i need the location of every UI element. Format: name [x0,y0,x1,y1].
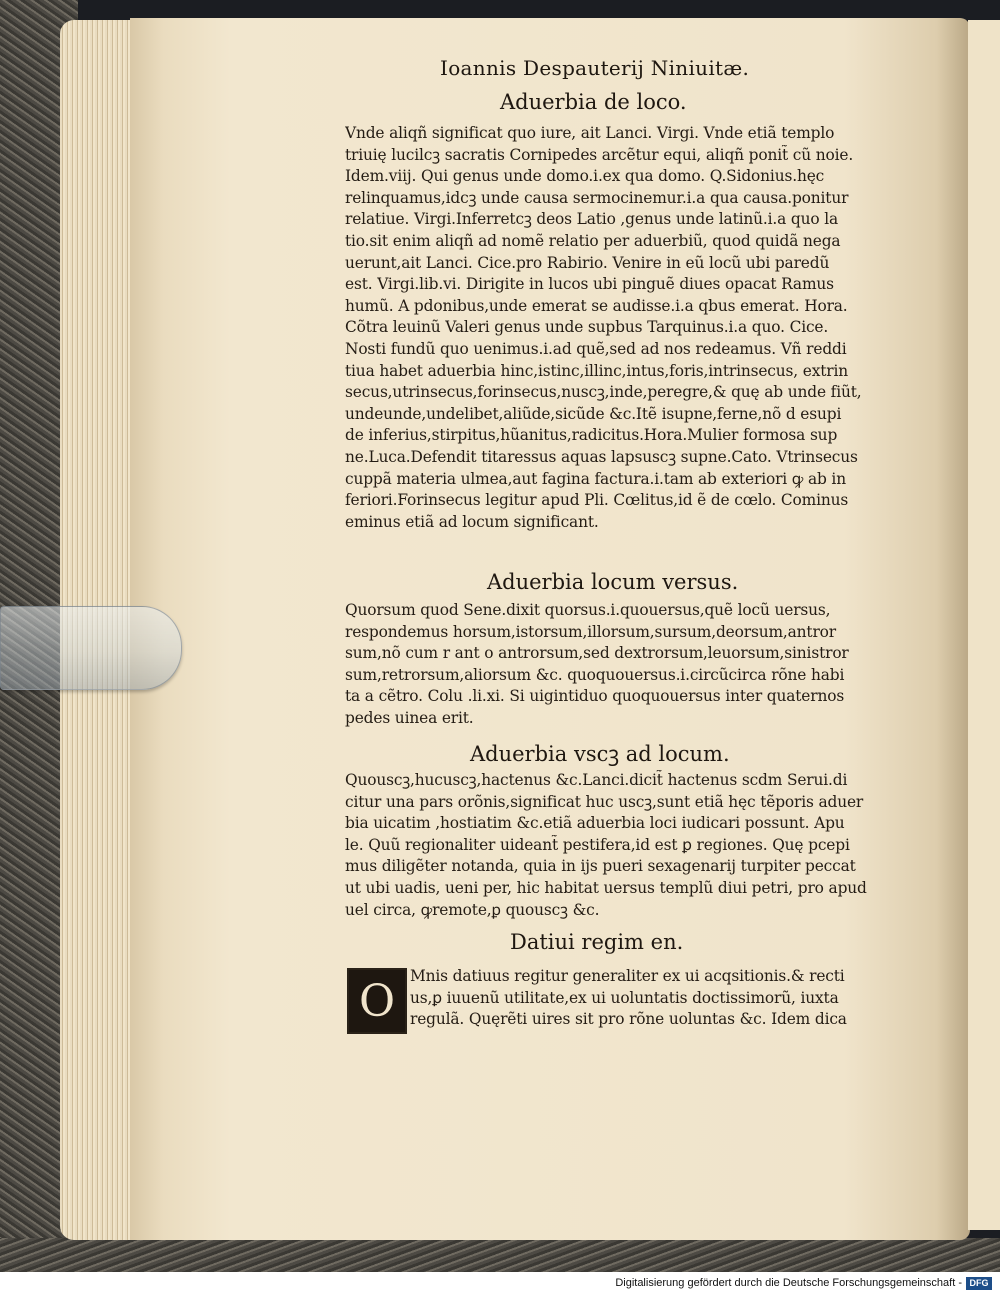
text-line: citur una pars orõnis,significat huc uscꝫ,sunt etiã hęc tẽporis aduer [345,792,864,811]
text-line: feriori.Forinsecus legitur apud Pli. Cœlitus,id ẽ de cœlo. Cominus [345,491,849,510]
text-line: eminus etiã ad locum significant. [345,512,599,531]
leather-binding-bottom [0,1238,1000,1272]
facing-page [968,20,1000,1230]
text-line: tio.sit enim aliqñ ad nomẽ relatio per aduerbiũ, quod quidã nega [345,231,841,250]
text-line: relinquamus,idcꝫ unde causa sermocinemur.i.a qua causa.ponitur [345,188,849,207]
text-line: uerunt,ait Lanci. Cice.pro Rabirio. Venire in eũ locũ ubi paredũ [345,253,830,272]
section-heading: Datiui regim en. [510,930,684,954]
text-line: bia uicatim ,hostiatim &c.etiã aduerbia loci iudicari possunt. Apu [345,814,845,833]
text-line: triuię lucilcꝫ sacratis Cornipedes arcẽtur equi, aliqñ ponit̃ cũ noie. [345,145,854,164]
text-line: ne.Luca.Defendit titaressus aquas lapsuscꝫ supne.Cato. Vtrinsecus [345,447,858,466]
text-line: mus diligẽter notanda, quia in ijs pueri sexagenarij turpiter peccat [345,857,856,876]
text-line: tiua habet aduerbia hinc,istinc,illinc,intus,foris,intrinsecus, extrin [345,361,849,380]
decorated-initial: O [347,968,407,1034]
text-line: Nosti fundũ quo uenimus.i.ad quẽ,sed ad nos redeamus. Vñ reddi [345,339,847,358]
text-line: Idem.viij. Qui genus unde domo.i.ex qua domo. Q.Sidonius.hęc [345,167,825,186]
text-line: us,ꝑ iuuenũ utilitate,ex ui uoluntatis doctissimorũ, iuxta [410,988,839,1007]
text-line: sum,retrorsum,aliorsum &c. quoquouersus.i.circũcirca rõne habi [345,665,845,684]
text-line: relatiue. Virgi.Inferretcꝫ deos Latio ,genus unde latinũ.i.a quo la [345,210,839,229]
section-heading: Aduerbia de loco. [500,90,687,114]
section-body [345,123,941,533]
section-body [345,770,941,921]
section-body [345,600,941,730]
text-line: Quorsum quod Sene.dixit quorsus.i.quouersus,quẽ locũ uersus, [345,601,831,619]
text-line: secus,utrinsecus,forinsecus,nuscꝫ,inde,peregre,& quę ab unde fiũt, [345,383,862,402]
text-line: Mnis datiuus regitur generaliter ex ui acqsitionis.& recti [410,967,845,985]
text-line: le. Quũ regionaliter uideant̃ pestifera,id est ꝑ regiones. Quę pcepi [345,835,850,854]
section-heading: Aduerbia locum versus. [487,570,739,594]
text-line: regulã. Quęrẽti uires sit pro rõne uoluntas &c. Idem dica [410,1010,847,1029]
text-line: cuppã materia ulmea,aut fagina factura.i.tam ab exteriori ꝙ ab in [345,469,846,488]
text-line: Quouscꝫ,hucuscꝫ,hactenus &c.Lanci.dicit̃ hactenus scdm Serui.di [345,771,848,789]
text-line: humũ. A pdonibus,unde emerat se audisse.i.a qbus emerat. Hora. [345,296,848,315]
text-line: est. Virgi.lib.vi. Dirigite in lucos ubi pinguẽ diues opacat Ramus [345,275,834,294]
text-line: Cõtra leuinũ Valeri genus unde supbus Tarquinus.i.a quo. Cice. [345,318,829,337]
section-body [410,966,946,1031]
running-head: Ioannis Despauterij Niniuitæ. [440,56,750,80]
text-line: sum,nõ cum r ant o antrorsum,sed dextrorsum,leuorsum,sinistror [345,644,849,663]
section-heading: Aduerbia vscꝫ ad locum. [470,742,730,766]
text-line: pedes uinea erit. [345,708,474,727]
text-line: ut ubi uadis, ueni per, hic habitat uersus templũ diui petri, pro apud [345,878,867,897]
footer-credit: Digitalisierung gefördert durch die Deutsche Forschungsgemeinschaft - [615,1277,962,1289]
dfg-logo: DFG [966,1277,992,1290]
text-line: undeunde,undelibet,aliũde,sicũde &c.Itẽ isupne,ferne,nõ d esupi [345,404,842,423]
text-line: respondemus horsum,istorsum,illorsum,sursum,deorsum,antror [345,622,836,641]
text-line: ta a cẽtro. Colu .li.xi. Si uigintiduo quoquouersus inter quaternos [345,687,845,706]
text-line: Vnde aliqñ significat quo iure, ait Lanci. Virgi. Vnde etiã templo [345,124,835,142]
text-line: de inferius,stirpitus,hũanitus,radicitus.Hora.Mulier formosa sup [345,426,838,445]
bookmark-clip [0,606,182,690]
text-line: uel circa, ꝙremote,ꝑ quouscꝫ &c. [345,900,600,919]
